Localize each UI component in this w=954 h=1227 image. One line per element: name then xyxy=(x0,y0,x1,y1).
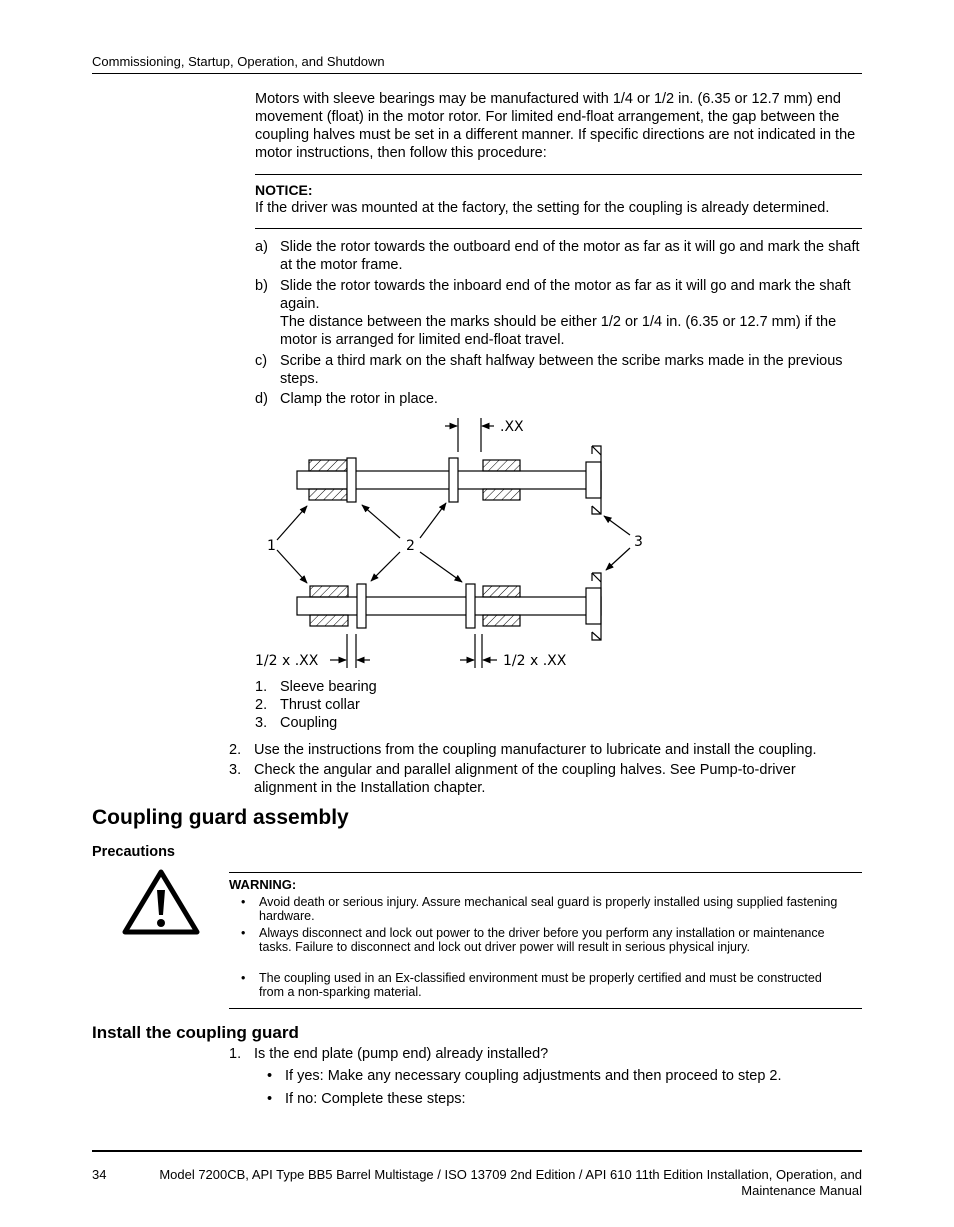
legend-text: Coupling xyxy=(280,715,338,731)
precautions-title: Precautions xyxy=(92,844,175,860)
substep-text: Slide the rotor towards the outboard end of the motor as far as it will go and mark the shaft at the motor frame. xyxy=(280,239,860,273)
step-text: Is the end plate (pump end) already installed? xyxy=(254,1046,549,1062)
footer-title xyxy=(120,1167,862,1199)
install-bullet-text: If yes: Make any necessary coupling adjustments and then proceed to step 2. xyxy=(285,1068,782,1084)
substep-text: Clamp the rotor in place. xyxy=(280,391,438,407)
dim-top-label: .XX xyxy=(500,419,524,435)
substep-label: a) xyxy=(255,239,268,255)
header-rule xyxy=(92,73,862,74)
bullet: • xyxy=(241,971,246,985)
bullet: • xyxy=(267,1091,273,1107)
substep-label: c) xyxy=(255,353,268,369)
footer-line-2: Maintenance Manual xyxy=(741,1183,862,1198)
footer-line-1: Model 7200CB, API Type BB5 Barrel Multistage / ISO 13709 2nd Edition / API 610 11th Edition Installation, Operation, and xyxy=(159,1167,862,1182)
legend-num: 3. xyxy=(255,715,268,731)
substep-label: b) xyxy=(255,278,268,294)
coupling-float-diagram xyxy=(250,412,643,677)
bullet: • xyxy=(241,895,246,909)
step-text: Check the angular and parallel alignment of the coupling halves. See Pump-to-driver alignment in the Installation chapter. xyxy=(254,762,796,796)
sleeve-bearing-icon xyxy=(309,460,347,471)
substep-text: Scribe a third mark on the shaft halfway between the scribe marks made in the previous steps. xyxy=(280,353,843,387)
substep-text: The distance between the marks should be either 1/2 or 1/4 in. (6.35 or 12.7 mm) if the motor is arranged for limited end-float travel. xyxy=(280,314,837,348)
section-title: Coupling guard assembly xyxy=(92,806,349,829)
top-shaft-assembly xyxy=(297,446,601,514)
install-title: Install the coupling guard xyxy=(92,1023,299,1042)
step-text: Use the instructions from the coupling manufacturer to lubricate and install the coupling. xyxy=(254,742,817,758)
bottom-shaft-assembly xyxy=(297,573,601,640)
callout-2: 2 xyxy=(406,538,415,554)
legend-num: 1. xyxy=(255,679,268,695)
intro-paragraph: Motors with sleeve bearings may be manufactured with 1/4 or 1/2 in. (6.35 or 12.7 mm) end movement (float) in the motor rotor. For limited end-float arrangement, the gap between the coupling halves must be set in a different manner. If specific directions are not indicated in the motor instructions, then follow this procedure: xyxy=(255,91,856,161)
install-bullet-text: If no: Complete these steps: xyxy=(285,1091,466,1107)
page-number: 34 xyxy=(92,1167,107,1182)
notice-text: If the driver was mounted at the factory, the setting for the coupling is already determined. xyxy=(255,200,830,216)
notice-title: NOTICE: xyxy=(255,182,313,198)
bullet: • xyxy=(267,1068,273,1084)
callout-1: 1 xyxy=(267,538,276,554)
legend-text: Thrust collar xyxy=(280,697,360,713)
notice-bottom-rule xyxy=(255,228,862,229)
bullet: • xyxy=(241,926,246,940)
warning-item-text: Avoid death or serious injury. Assure mechanical seal guard is properly installed using supplied fastening hardware. xyxy=(259,895,838,923)
legend-text: Sleeve bearing xyxy=(280,679,377,695)
callout-3: 3 xyxy=(634,534,643,550)
running-header: Commissioning, Startup, Operation, and Shutdown xyxy=(92,54,385,69)
substep-label: d) xyxy=(255,391,268,407)
step-num: 3. xyxy=(229,762,242,778)
warning-item-text: The coupling used in an Ex-classified environment must be properly certified and must be constructed from a non-sparking material. xyxy=(259,971,822,999)
dim-right-label: 1/2 x .XX xyxy=(503,653,567,669)
step-num: 1. xyxy=(229,1046,242,1062)
thrust-collar-icon xyxy=(347,458,356,502)
warning-item-text: Always disconnect and lock out power to the driver before you perform any installation or maintenance tasks. Failure to disconnect and lock out driver power will result in serious physical injury. xyxy=(259,926,825,954)
warning-top-rule xyxy=(229,872,862,873)
warning-title: WARNING: xyxy=(229,877,297,892)
legend-num: 2. xyxy=(255,697,268,713)
substep-text: Slide the rotor towards the inboard end of the motor as far as it will go and mark the shaft again. xyxy=(280,278,851,312)
warning-bottom-rule xyxy=(229,1008,862,1009)
dim-left-label: 1/2 x .XX xyxy=(255,653,319,669)
warning-triangle-icon xyxy=(122,868,200,936)
notice-top-rule xyxy=(255,174,862,175)
step-num: 2. xyxy=(229,742,242,758)
footer-rule xyxy=(92,1150,862,1152)
